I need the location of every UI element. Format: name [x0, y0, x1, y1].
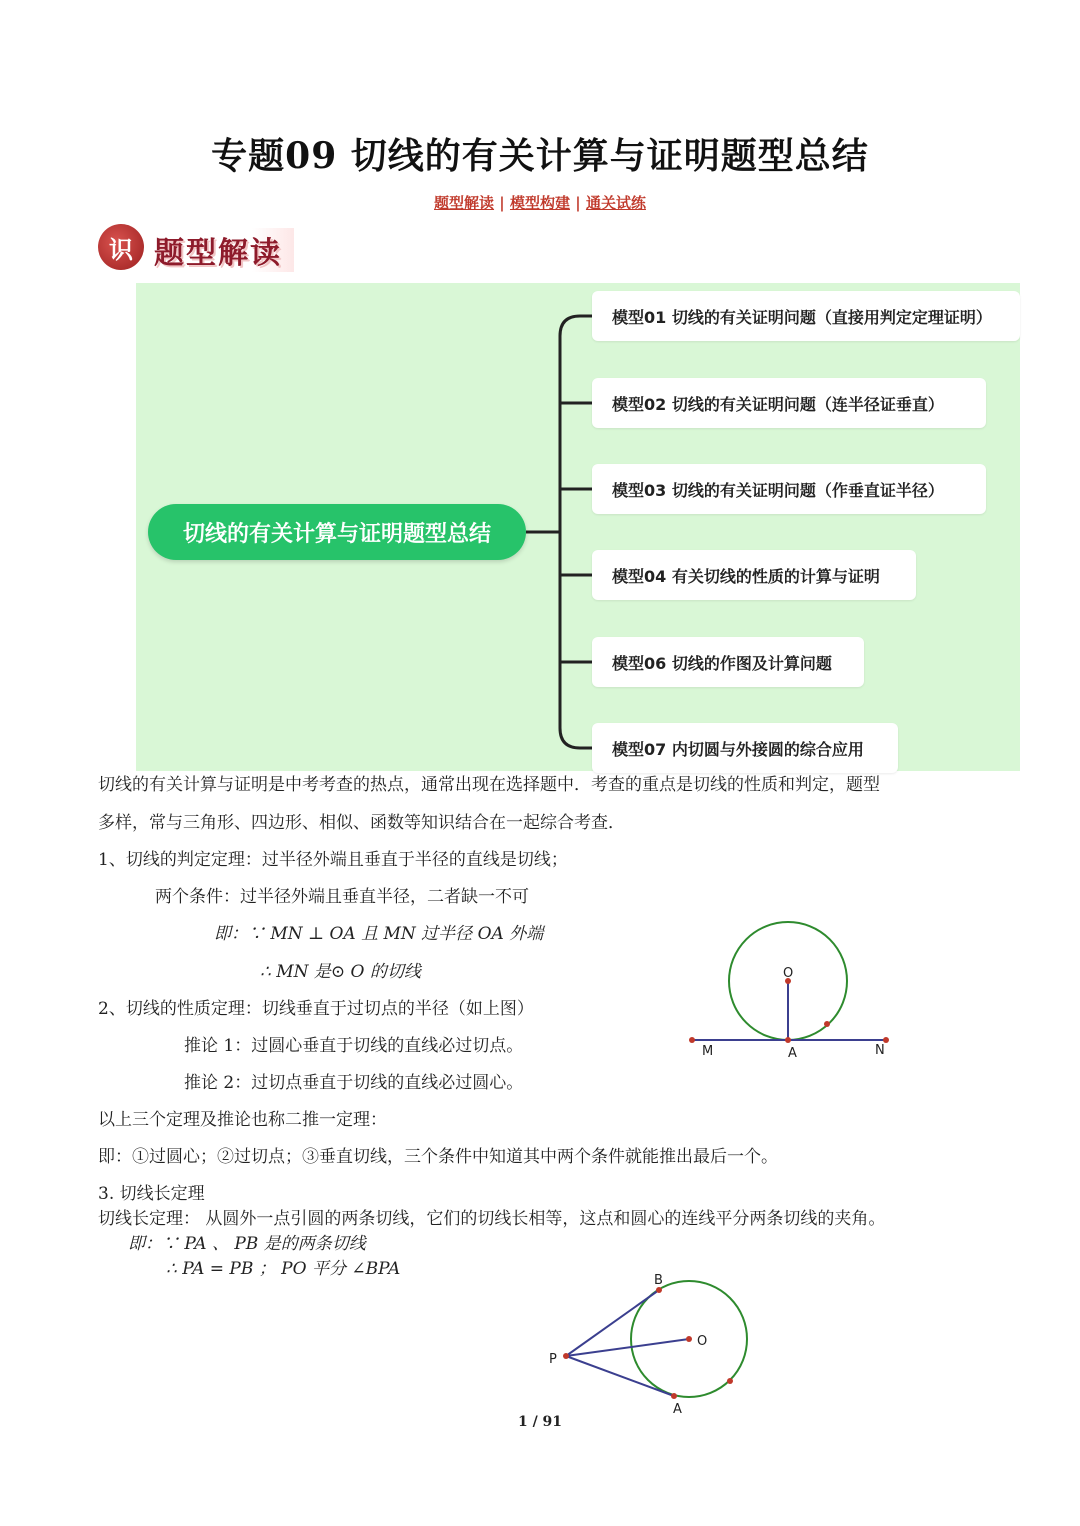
nav-item-practice[interactable]: 通关试练 — [585, 194, 646, 212]
mindmap-node-01: 模型01 切线的有关证明问题（直接用判定定理证明） — [592, 291, 1020, 341]
point-o — [686, 1336, 692, 1342]
point-m — [689, 1037, 695, 1043]
theorem-3-heading: 3. 切线长定理 — [98, 1184, 205, 1204]
nav-item-interpret[interactable]: 题型解读 — [434, 194, 495, 212]
label-a: A — [788, 1046, 797, 1061]
mindmap-root-node: 切线的有关计算与证明题型总结 — [148, 504, 526, 560]
summary-line-1: 以上三个定理及推论也称二推一定理： — [98, 1110, 387, 1130]
intro-line-1: 切线的有关计算与证明是中考考查的热点，通常出现在选择题中．考查的重点是切线的性质和判定，题型 — [98, 775, 880, 795]
mindmap-node-04: 模型04 有关切线的性质的计算与证明 — [592, 550, 916, 600]
figure-tangent-length-diagram — [540, 1270, 760, 1420]
page-title: 专题09 切线的有关计算与证明题型总结 — [211, 135, 869, 177]
intro-line-2: 多样，常与三角形、四边形、相似、函数等知识结合在一起综合考查． — [98, 813, 625, 833]
corollary-1: 推论 1：过圆心垂直于切线的直线必过切点。 — [184, 1036, 524, 1056]
section-banner: 题型解读 — [154, 228, 294, 272]
point-on-circle — [824, 1021, 830, 1027]
label-a: A — [673, 1402, 682, 1417]
nav-item-model[interactable]: 模型构建 — [509, 194, 570, 212]
label-p: P — [549, 1352, 557, 1367]
label-o: O — [783, 966, 794, 981]
mindmap-node-03: 模型03 切线的有关证明问题（作垂直证半径） — [592, 464, 986, 514]
theorem-1-conditions: 两个条件：过半径外端且垂直半径，二者缺一不可 — [155, 887, 529, 907]
summary-line-2: 即：①过圆心；②过切点；③垂直切线，三个条件中知道其中两个条件就能推出最后一个。 — [98, 1147, 778, 1167]
tangent-pb — [566, 1290, 659, 1356]
theorem-1-therefore: ∴ MN 是⊙ O 的切线 — [260, 962, 421, 982]
theorem-1-because: 即：∵ MN ⊥ OA 且 MN 过半径 OA 外端 — [214, 924, 544, 944]
section-badge-icon: 识 — [98, 224, 144, 270]
label-b: B — [654, 1273, 663, 1288]
point-p — [563, 1353, 569, 1359]
theorem-3-definition: 切线长定理： 从圆外一点引圆的两条切线，它们的切线长相等，这点和圆心的连线平分两条切线的夹角。 — [98, 1209, 886, 1229]
label-m: M — [702, 1044, 714, 1059]
mindmap-node-02: 模型02 切线的有关证明问题（连半径证垂直） — [592, 378, 986, 428]
figure-tangent-diagram — [680, 915, 900, 1065]
connector-trunk — [560, 316, 580, 748]
tangent-pa — [566, 1356, 674, 1396]
page-number: 1 / 91 — [517, 1414, 563, 1430]
point-a — [671, 1393, 677, 1399]
nav-sep: | — [575, 194, 581, 212]
theorem-2-heading: 2、切线的性质定理：切线垂直于过切点的半径（如上图） — [98, 999, 534, 1019]
segment-po — [566, 1339, 689, 1356]
theorem-3-because: 即：∵ PA 、 PB 是的两条切线 — [128, 1234, 366, 1254]
point-on-circle — [727, 1378, 733, 1384]
mindmap-node-06: 模型06 切线的作图及计算问题 — [592, 637, 864, 687]
label-n: N — [875, 1043, 885, 1058]
theorem-1-heading: 1、切线的判定定理：过半径外端且垂直于半径的直线是切线； — [98, 850, 568, 870]
mindmap-node-07: 模型07 内切圆与外接圆的综合应用 — [592, 723, 898, 773]
nav-sep: | — [499, 194, 505, 212]
corollary-2: 推论 2：过切点垂直于切线的直线必过圆心。 — [184, 1073, 524, 1093]
point-a — [785, 1037, 791, 1043]
theorem-3-therefore: ∴ PA = PB ； PO 平分 ∠BPA — [166, 1259, 401, 1279]
label-o: O — [697, 1334, 708, 1349]
